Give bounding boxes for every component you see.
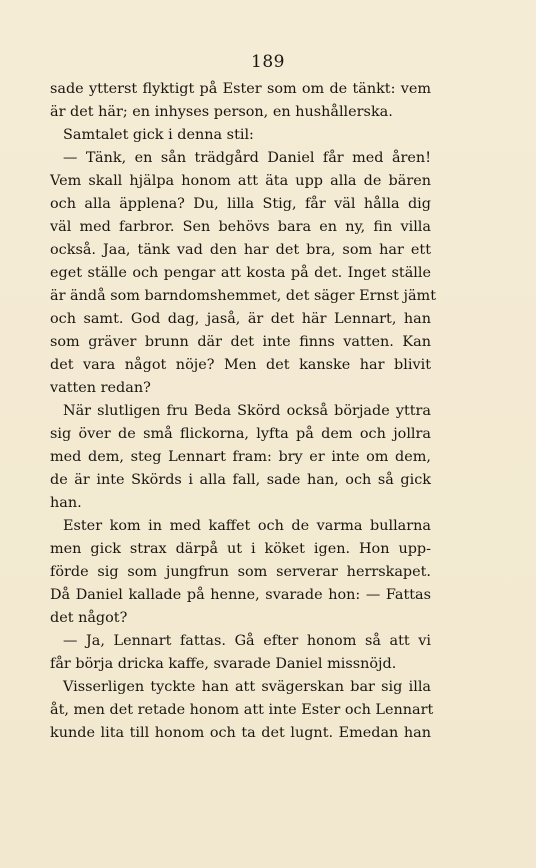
text-line: sade ytterst flyktigt på Ester som om de tänkt: vem [50,81,431,97]
text-line: är ändå som barndomshemmet, det säger Ernst jämt [50,288,436,304]
text-line: vatten redan? [50,380,151,396]
text-line: Ester kom in med kaffet och de varma bullarna [63,518,431,534]
text-line: med dem, steg Lennart fram: bry er inte om dem, [50,449,431,465]
text-line: det något? [50,610,128,626]
text-line: åt, men det retade honom att inte Ester och Lennart [50,702,434,718]
text-line: det vara något nöje? Men det kanske har blivit [50,357,431,373]
text-line: som gräver brunn där det inte finns vatten. Kan [50,334,431,350]
text-line: kunde lita till honom och ta det lugnt. Emedan han [50,725,431,741]
text-line: och alla äpplena? Du, lilla Stig, får väl hålla dig [50,196,431,212]
text-line: Visserligen tyckte han att svägerskan bar sig illa [63,679,431,695]
text-line: sig över de små flickorna, lyfta på dem och jollra [50,426,431,442]
text-line: får börja dricka kaffe, svarade Daniel missnöjd. [50,656,397,672]
page-number: 189 [251,52,285,72]
text-line: förde sig som jungfrun som serverar herrskapet. [50,564,431,580]
text-line: När slutligen fru Beda Skörd också började yttra [63,403,431,419]
text-line: Vem skall hjälpa honom att äta upp alla de bären [50,173,431,189]
text-line: väl med farbror. Sen behövs bara en ny, fin villa [50,219,431,235]
body-text [50,78,436,745]
text-line: han. [50,495,82,511]
text-line: men gick strax därpå ut i köket igen. Hon upp- [50,541,431,557]
text-line: Då Daniel kallade på henne, svarade hon: — Fattas [50,587,431,603]
text-line: eget ställe och pengar att kosta på det. Inget ställe [50,265,431,281]
text-line: är det här; en inhyses person, en hushållerska. [50,104,393,120]
text-line: och samt. God dag, jaså, är det här Lennart, han [50,311,431,327]
text-line: de är inte Skörds i alla fall, sade han, och så gick [50,472,431,488]
text-line: — Tänk, en sån trädgård Daniel får med åren! [63,150,431,166]
text-line: — Ja, Lennart fattas. Gå efter honom så att vi [63,633,431,649]
text-line: Samtalet gick i denna stil: [63,127,254,143]
text-line: också. Jaa, tänk vad den har det bra, som har ett [50,242,431,258]
